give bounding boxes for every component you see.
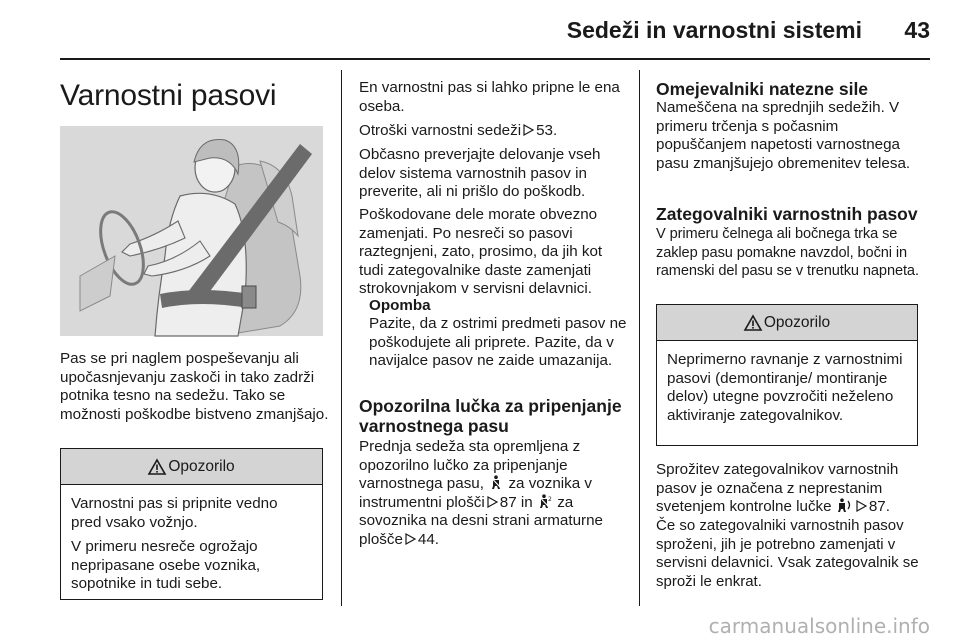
tensioner-paragraph: V primeru čelnega ali bočnega trka se zaklep pasu pomakne navzdol, bočni in ramenski del pasu se v trenutku napneta. <box>656 226 919 279</box>
passenger-belt-icon <box>539 494 551 509</box>
intro-paragraph: Pas se pri naglem pospeševanju ali upočasnjevanju zaskoči in tako zadrži potnika tesno na sedežu. Tako se možnosti poškodbe bistveno zmanjšajo. <box>60 350 329 423</box>
chapter-title: Sedeži in varnostni sistemi <box>566 17 862 43</box>
trigger-text: Sprožitev zategovalnikov varnostnih pasov je označena z neprestanim svetenjem kontrolne lučke <box>656 461 899 515</box>
column-divider-1 <box>341 70 342 606</box>
limiter-heading: Omejevalniki natezne sile <box>656 79 869 99</box>
warning-icon <box>148 459 166 475</box>
child-seat-text: Otroški varnostni sedeži <box>359 122 522 139</box>
note-block <box>369 297 627 371</box>
lamp-page-2: 44. <box>417 530 440 548</box>
lamp-text-b: za voznika v instrumentni plošči <box>359 475 593 511</box>
page-header <box>0 0 960 62</box>
driver-belt-icon <box>490 475 502 490</box>
warning-label: Opozorilo <box>168 457 235 475</box>
lamp-text-c: za sovoznika na desni strani armaturne plošče <box>359 493 603 548</box>
section-title: Varnostni pasovi <box>60 79 277 112</box>
limiter-paragraph: Nameščena na sprednjih sedežih. V primeru trčenja s počasnim popuščanjem napetosti varnostnega pasu zmanjšujejo obremenitev telesa. <box>656 99 911 172</box>
column-divider-2 <box>639 70 640 606</box>
page-ref-icon <box>856 500 867 512</box>
trigger-page: 87. <box>868 498 890 515</box>
warning-icon <box>744 315 762 331</box>
note-title: Opomba <box>369 297 431 314</box>
note-text: Pazite, da z ostrimi predmeti pasov ne poškodujete ali priprete. Pazite, da v navijalce pasov ne zaide umazanija. <box>369 315 627 369</box>
child-seat-page: 53. <box>536 122 558 139</box>
page-number: 43 <box>904 17 930 43</box>
airbag-tensioner-icon <box>838 498 852 513</box>
child-seat-ref-paragraph <box>359 122 624 141</box>
tensioner-replace-paragraph: Če so zategovalniki varnostnih pasov sproženi, jih je potrebno zamenjati v servisni delavnici. Vsak zategovalnik se sproži le enkrat. <box>656 517 919 590</box>
lamp-heading: Opozorilna lučka za pripenjanje varnostnega pasu <box>359 396 622 436</box>
page-ref-icon <box>405 533 416 545</box>
page-ref-icon <box>487 496 498 508</box>
warning-text-2: V primeru nesreče ogrožajo nepripasane osebe voznika, sopotnike in tudi sebe. <box>71 538 261 592</box>
trigger-paragraph <box>656 461 924 517</box>
seatbelt-illustration <box>60 126 323 336</box>
tensioner-heading: Zategovalniki varnostnih pasov <box>656 204 918 224</box>
lamp-paragraph <box>359 438 627 549</box>
warning-box-2 <box>656 304 918 446</box>
warning-header <box>61 449 322 485</box>
warning-text-3: Neprimerno ravnanje z varnostnimi pasovi (demontiranje/ montiranje delov) utegne povzročiti neželeno aktiviranje zategovalnikov. <box>667 351 903 424</box>
warning-box-1 <box>60 448 323 600</box>
warning-label: Opozorilo <box>763 313 831 331</box>
svg-text:2: 2 <box>547 495 552 503</box>
page-ref-icon <box>523 124 534 136</box>
check-paragraph: Občasno preverjajte delovanje vseh delov sistema varnostnih pasov in preverite, ali ni prišlo do poškodb. <box>359 146 601 200</box>
warning-text-1: Varnostni pas si pripnite vedno pred vsako vožnjo. <box>71 495 278 531</box>
lamp-text-a: Prednja sedeža sta opremljena z opozorilno lučko za pripenjanje varnostnega pasu, <box>359 438 581 492</box>
replace-paragraph: Poškodovane dele morate obvezno zamenjati. Po nesreči so pasovi raztegnjeni, zato, prosimo, da jih kot tudi zategovalnike daste zamenjati strokovnjakom v servisni delavnici. <box>359 206 603 297</box>
single-person-paragraph: En varnostni pas si lahko pripne le ena oseba. <box>359 79 620 115</box>
header-rule <box>60 58 930 60</box>
lamp-page-1: 87 in <box>499 493 533 511</box>
warning-header <box>657 305 917 341</box>
watermark: carmanualsonline.info <box>708 614 930 638</box>
